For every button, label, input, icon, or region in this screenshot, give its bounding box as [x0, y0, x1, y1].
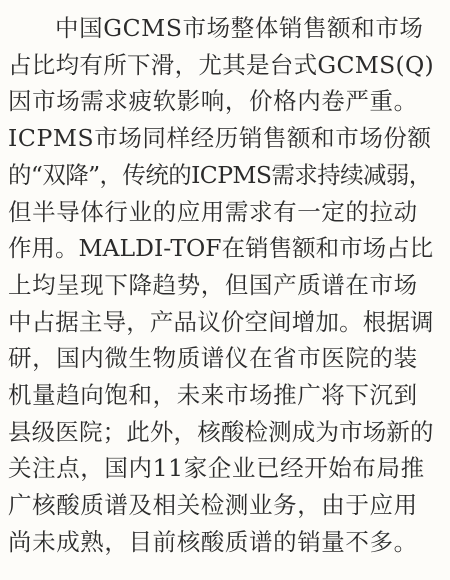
paragraph-line-5: 的“双降”，传统的ICPMS需求持续减弱，	[8, 160, 432, 189]
paragraph-line-2: 占比均有所下滑，尤其是台式GCMS(Q)	[8, 50, 435, 79]
paragraph-line-1: 中国GCMS市场整体销售额和市场	[55, 14, 424, 42]
paragraph-line-9: 中占据主导，产品议价空间增加。根据调	[8, 307, 434, 336]
paragraph-line-10: 研，国内微生物质谱仪在省市医院的装	[8, 344, 418, 373]
paragraph-line-13: 关注点，国内11家企业已经开始布局推	[8, 454, 425, 483]
paragraph-line-11: 机量趋向饱和，未来市场推广将下沉到	[8, 381, 418, 410]
paragraph-line-15: 尚未成熟，目前核酸质谱的销量不多。	[8, 527, 418, 556]
paragraph-line-4: ICPMS市场同样经历销售额和市场份额	[8, 124, 432, 153]
paragraph-line-14: 广核酸质谱及相关检测业务，由于应用	[8, 491, 418, 520]
paragraph-line-3: 因市场需求疲软影响，价格内卷严重。	[8, 87, 418, 116]
paragraph-line-6: 但半导体行业的应用需求有一定的拉动	[8, 197, 418, 226]
paragraph-line-12: 县级医院；此外，核酸检测成为市场新的	[8, 417, 434, 446]
paragraph-line-8: 上均呈现下降趋势，但国产质谱在市场	[8, 270, 418, 299]
paragraph-line-7: 作用。MALDI-TOF在销售额和市场占比	[8, 234, 434, 263]
